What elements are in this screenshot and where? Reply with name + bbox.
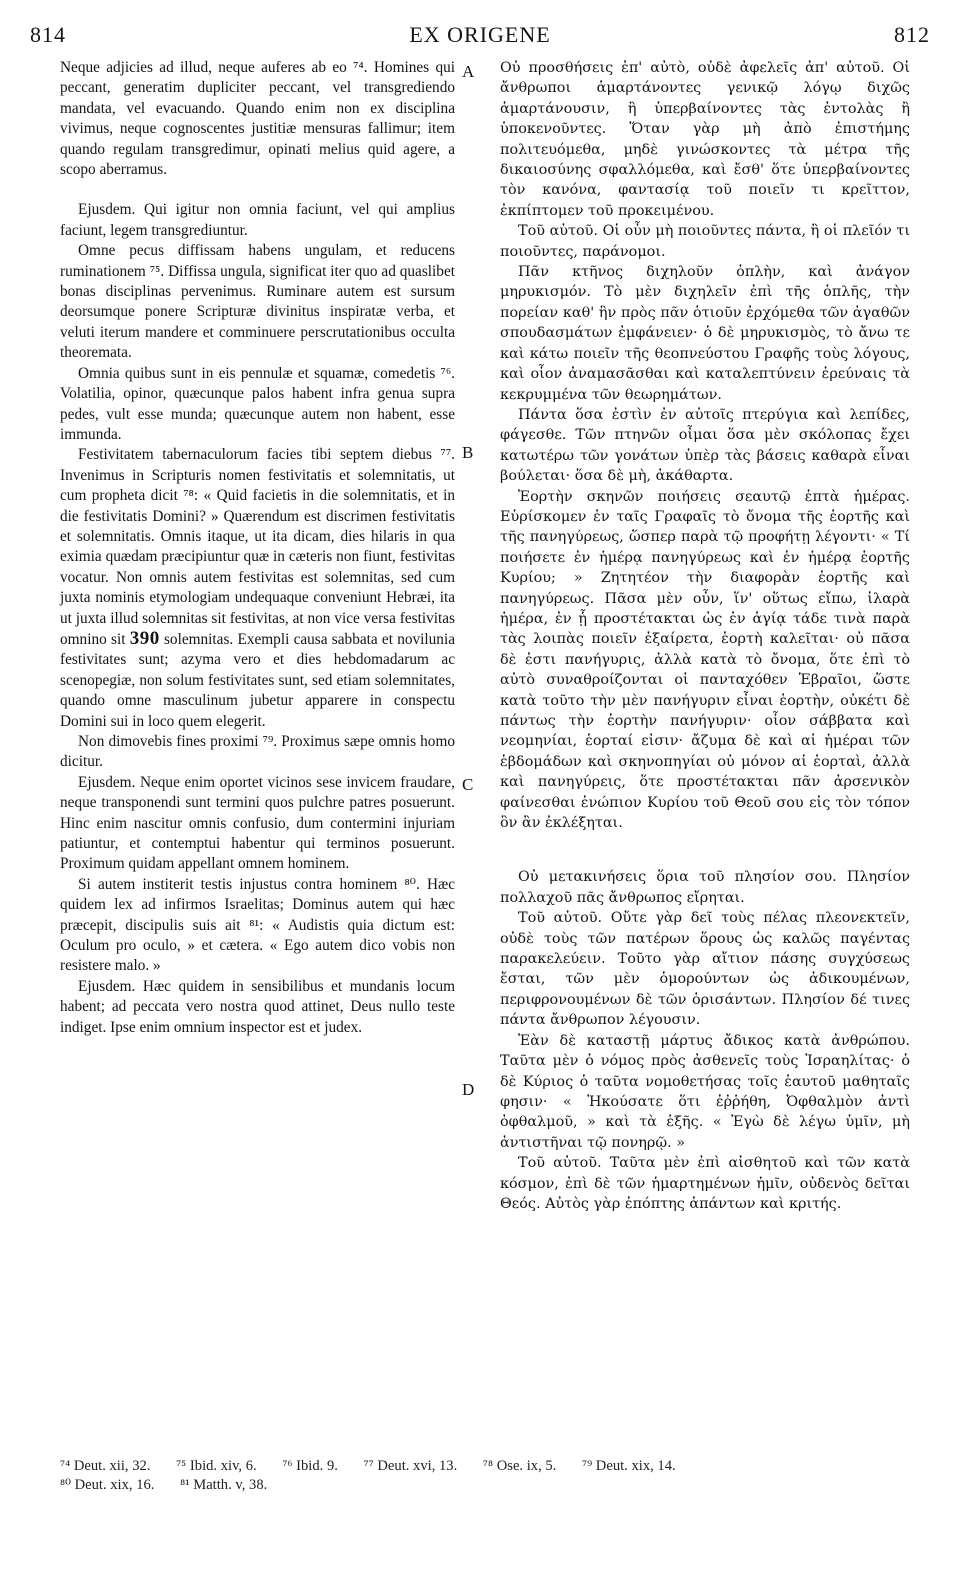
latin-paragraph: Ejusdem. Hæc quidem in sensibilibus et mundanis locum habent; ad peccata vero nostra quod attinet, Deus nullo teste indiget. Ipse enim omnium inspector est et judex.: [60, 977, 455, 1036]
footnote-line: [60, 1457, 920, 1476]
column-reference-number: 390: [129, 627, 160, 649]
greek-paragraph: Οὐ μετακινήσεις ὅρια τοῦ πλησίον σου. Πλησίον πολλαχοῦ πᾶς ἄνθρωπος εἴρηται.: [500, 869, 910, 906]
greek-column: [500, 58, 910, 1214]
latin-paragraph: Neque adjicies ad illud, neque auferes ab eo ⁷⁴. Homines qui peccant, generatim dupliciter peccant, vel transgrediendo mandata, vel evacuando. Quando enim non ex disciplina vivimus, neque cognoscentes justitiæ mensuras fallimur; item quando regulam transgredimur, opinati melius quid agere, a scopo aberramus.: [60, 59, 455, 179]
latin-paragraph: Omnia quibus sunt in eis pennulæ et squamæ, comedetis ⁷⁶. Volatilia, opinor, quæcunque palos habent infra genua supra pedes, vult esse munda; quæcunque autem non habent, esse immunda.: [60, 364, 455, 443]
greek-paragraph: Πᾶν κτῆνος διχηλοῦν ὁπλὴν, καὶ ἀνάγον μηρυκισμόν. Τὸ μὲν διχηλεῖν ἐπὶ τῆς ὁπλῆς, τὴν πορείαν καθ' ἣν πρὸς πᾶν ὁτιοῦν ἐρχόμεθα τῶν ἀγαθῶν σπουδασμάτων ἐμφάνειεν· ὁ δὲ μηρυκισμὸς, τὸ ἄνω τε καὶ κάτω ποιεῖν τῆς θεοπνεύστου Γραφῆς τοὺς λόγους, καὶ οἷον ἀναμασᾶσθαι καὶ καταλεπτύνειν ἐρεύναις τὰ κεκρυμμένα τῶν θεωρημάτων.: [500, 264, 910, 403]
greek-paragraph: Ἐὰν δὲ καταστῇ μάρτυς ἄδικος κατὰ ἀνθρώπου. Ταῦτα μὲν ὁ νόμος πρὸς ἀσθενεῖς τοὺς Ἰσραηλίτας· ὁ δὲ Κύριος ὁ ταῦτα νομοθετήσας τοῖς ἑαυτοῦ μαθηταῖς φησιν· « Ἠκούσατε ὅτι ἐῤῥήθη, Ὀφθαλμὸν ἀντὶ ὀφθαλμοῦ, » καὶ τὰ ἑξῆς. « Ἐγὼ δὲ λέγω ὑμῖν, μὴ ἀντιστῆναι τῷ πονηρῷ. »: [500, 1032, 910, 1151]
latin-paragraph: Ejusdem. Qui igitur non omnia faciunt, vel qui amplius faciunt, legem transgrediuntur.: [60, 201, 455, 239]
margin-letter-a: A: [462, 62, 475, 81]
greek-paragraph: Τοῦ αὐτοῦ. Οἱ οὖν μὴ ποιοῦντες πάντα, ἢ οἱ πλεῖόν τι ποιοῦντες, παράνομοι.: [500, 223, 910, 260]
greek-paragraph: Οὐ προσθήσεις ἐπ' αὐτὸ, οὐδὲ ἀφελεῖς ἀπ' αὐτοῦ. Οἱ ἄνθρωποι ἁμαρτάνοντες γενικῷ λόγῳ διχῶς ἁμαρτάνουσιν, ἢ ὑπερβαίνοντες τὰς ἐντολὰς ἢ ὑποκενοῦντες. Ὅταν γὰρ μὴ ἀπὸ ἐπιστήμης πολιτευόμεθα, μηδὲ γινώσκοντες τὰ μέτρα τῆς δικαιοσύνης σφαλλόμεθα, καὶ ἔσθ' ὅτε ὑπερβαίνοντες τὸν κανόνα, φαντασίᾳ τοῦ ποιεῖν τι κρεῖττον, ἐκπίπτομεν τοῦ προκειμένου.: [500, 60, 910, 219]
latin-paragraph: Si autem institerit testis injustus contra hominem ⁸⁰. Hæc quidem lex ad infirmos Israelitas; Dominus autem qui hæc præcepit, discipulis suis ait ⁸¹: « Audistis quia dictum est: Oculum pro oculo, » et cætera. « Ego autem dico vobis non resistere malo. »: [60, 875, 455, 975]
footnote: ⁷⁴ Deut. xii, 32.: [60, 1458, 151, 1474]
page-number-left: 814: [30, 22, 66, 47]
latin-paragraph: Omne pecus diffissam habens ungulam, et reducens ruminationem ⁷⁵. Diffissa ungula, significat iter quo ad quaslibet bonas disciplinas pervenimus. Ruminare autem est sursum deorsumque ponere Scripturæ divinitus inspiratæ verba, et veluti iterum mandere et comminuere perscrutationibus occulta theoremata.: [60, 242, 455, 362]
footnote: ⁷⁹ Deut. xix, 14.: [581, 1458, 676, 1474]
greek-paragraph: Τοῦ αὐτοῦ. Ταῦτα μὲν ἐπὶ αἰσθητοῦ καὶ τῶν κατὰ κόσμον, ἐπὶ δὲ τῶν ἡμαρτημένων ἡμῖν, οὐδενὸς δεῖται Θεός. Αὐτὸς γὰρ ἐπόπτης ἁπάντων καὶ κριτής.: [500, 1155, 910, 1212]
running-title: EX ORIGENE: [409, 22, 551, 47]
latin-paragraph: [60, 445, 455, 732]
margin-letter-d: D: [462, 1080, 475, 1099]
latin-text: solemnitas. Exempli causa sabbata et novilunia festivitates sunt; azyma vero et dies hebdomadarum ac scenopegiæ, non solum festivitates sunt, sed etiam solemnitates, quando omne masculinum jubetur apparere in conspectu Domini sui in loco quem elegerit.: [60, 630, 455, 730]
page-header: [30, 22, 930, 52]
latin-text: Festivitatem tabernaculorum facies tibi septem diebus ⁷⁷. Invenimus in Scripturis nomen festivitatis et solemnitatis, ut cum propheta dicit ⁷⁸: « Quid facietis in die solemnitatis, et in die festivitatis Domini? » Quærendum est discrimen festivitatis et solemnitatis. Omnis itaque, ut ita dicam, dies hilaris in qua eximia quædam præcipiuntur quæ in cæteris non fiunt, festivitas vocatur. Non omnis autem festivitas est solemnitas, sed cum juxta nominis etymologiam undequaque conveniunt Hebræi, ita ut juxta illud solemnitas sit festivitas, at non vice versa festivitas omnino sit: [60, 446, 455, 648]
footnote: ⁸¹ Matth. v, 38.: [180, 1477, 268, 1493]
greek-paragraph: Ἑορτὴν σκηνῶν ποιήσεις σεαυτῷ ἑπτὰ ἡμέρας. Εὑρίσκομεν ἐν ταῖς Γραφαῖς τὸ ὄνομα τῆς ἑορτῆς καὶ τῆς πανηγύρεως, ὥσπερ παρὰ τῷ προφήτῃ λέγοντι· « Τί ποιήσετε ἐν ἡμέρᾳ πανηγύρεως καὶ ἐν ἡμέρᾳ ἑορτῆς Κυρίου; » Ζητητέον τὴν διαφορὰν ἑορτῆς καὶ πανηγύρεως. Πᾶσα μὲν οὖν, ἵν' οὕτως εἴπω, ἱλαρὰ ἡμέρα, ἐν ᾗ προστέτακται ὡς ἐν ἁγίᾳ τάδε τινὰ παρὰ τὰς λοιπὰς ποιεῖν ἐξαίρετα, ἑορτὴ καλεῖται· οὐ πᾶσα δὲ ἐστι πανήγυρις, ἀλλὰ κατὰ τὸ ὄνομα, ὅτε ἐπὶ τὸ αὐτὸ συναθροίζονται οἱ πανταχόθεν Ἑβραῖοι, ὥστε κατὰ τοῦτο τὴν μὲν πανήγυριν εἶναι ἑορτὴν, οὐκέτι δὲ πάντως τὴν ἑορτὴν πανήγυριν· οἷον σάββατα καὶ νεομηνίαι, ἑορταί εἰσιν· ἄζυμα δὲ καὶ αἱ ἡμέραι τῶν ἑβδομάδων καὶ σκηνοπηγίαι οὐ μόνον αἱ ἑορταὶ, ἀλλὰ καὶ πανηγύρεις, ὅτε προστέτακται πᾶν ἀρσενικὸν φαίνεσθαι ἐνώπιον Κυρίου τοῦ Θεοῦ σου εἰς τὸν τόπον ὃν ἂν ἐκλέξηται.: [500, 488, 910, 832]
footnote-line: [60, 1476, 920, 1495]
footnote: ⁷⁶ Ibid. 9.: [282, 1458, 338, 1474]
margin-letter-b: B: [462, 443, 474, 462]
page-number-right: 812: [894, 22, 930, 47]
footnote: ⁸⁰ Deut. xix, 16.: [60, 1477, 155, 1493]
greek-paragraph: Τοῦ αὐτοῦ. Οὔτε γὰρ δεῖ τοὺς πέλας πλεονεκτεῖν, οὐδὲ τοὺς τῶν πατέρων ὅρους ὡς καλῶς παγέντας παρακελεύειν. Τοῦτο γὰρ αἴτιον πάσης συγχύσεως ἔσται, τῶν μὲν ὁμορούντων ὡς ἀδικουμένων, περιφρονουμένων δὲ τῶν ὁρισάντων. Πλησίον δέ τινες πάντα ἄνθρωπον λέγουσιν.: [500, 910, 910, 1029]
footnotes: [60, 1457, 920, 1495]
latin-paragraph: Ejusdem. Neque enim oportet vicinos sese invicem fraudare, neque transponendi sunt termini quos pulchre patres posuerunt. Hinc enim nascitur omnis confusio, dum contermini injuriam patiuntur, et contemptui habentur qui terminos posuerunt. Proximum quidam appellant omnem hominem.: [60, 773, 455, 873]
footnote: ⁷⁷ Deut. xvi, 13.: [363, 1458, 458, 1474]
footnote: ⁷⁸ Ose. ix, 5.: [482, 1458, 557, 1474]
greek-paragraph: Πάντα ὅσα ἐστὶν ἐν αὐτοῖς πτερύγια καὶ λεπίδες, φάγεσθε. Τῶν πτηνῶν οἶμαι ὅσα μὲν σκόλοπας ἔχει κατωτέρω τῶν γονάτων ὑπὲρ τὰς βάσεις καθαρὰ εἶναι βούλεται· ὅσα δὲ μὴ, ἀκάθαρτα.: [500, 406, 910, 485]
margin-letter-c: C: [462, 775, 474, 794]
footnote: ⁷⁵ Ibid. xiv, 6.: [176, 1458, 257, 1474]
latin-column: [60, 58, 455, 1038]
latin-paragraph: Non dimovebis fines proximi ⁷⁹. Proximus sæpe omnis homo dicitur.: [60, 733, 455, 771]
